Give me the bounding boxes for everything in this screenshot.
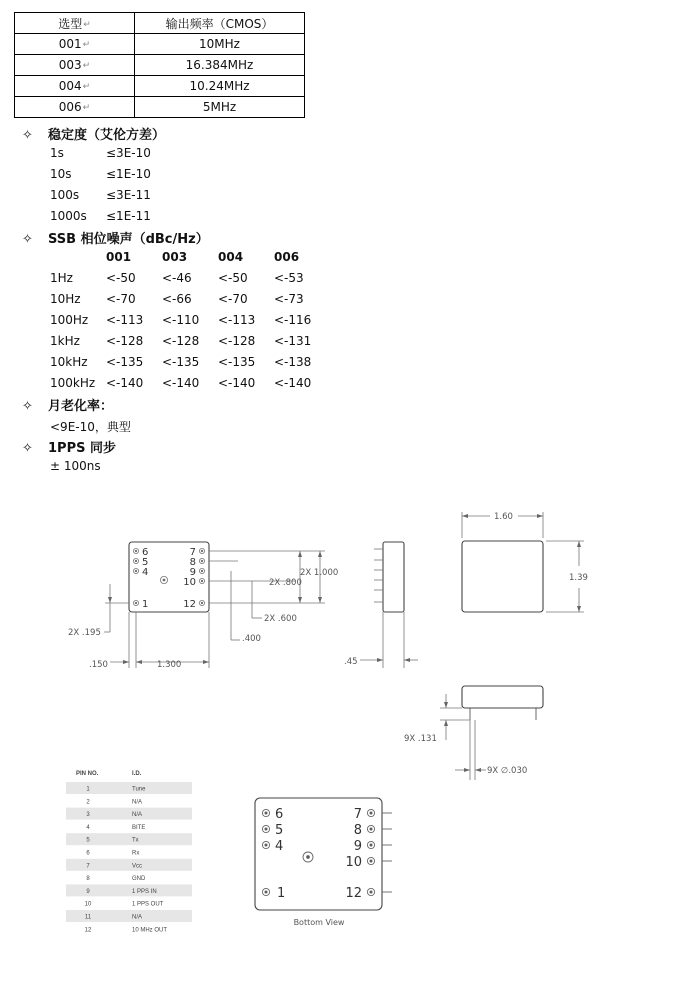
- pin-id: N/A: [132, 914, 143, 921]
- aging-title: ✧ 月老化率：: [22, 399, 114, 414]
- diamond-bullet-icon: ✧: [22, 399, 33, 414]
- pin-id: Rx: [132, 850, 140, 857]
- pin-number: 4: [86, 824, 90, 831]
- pin-number: 12: [84, 927, 92, 934]
- package-outline: [129, 542, 209, 612]
- lead-view-outline: [462, 686, 543, 708]
- pin-label: 7: [189, 547, 196, 558]
- row-stripe: [66, 833, 192, 845]
- dimension-label: 1.60: [494, 512, 513, 522]
- pin-label: 1: [142, 599, 149, 610]
- dimension-label: 1.39: [569, 573, 588, 583]
- pin-label: 10: [183, 577, 196, 588]
- model-cell: 003↵: [15, 55, 135, 76]
- pin-table-row: [66, 833, 192, 845]
- header-frequency: 输出频率（CMOS）: [135, 13, 305, 34]
- pin-label: 9: [353, 839, 362, 854]
- model-cell: 006↵: [15, 97, 135, 118]
- pin-label: 12: [345, 886, 362, 901]
- pin-id: N/A: [132, 812, 143, 819]
- pin-id: 1 PPS IN: [132, 888, 157, 895]
- pin-label: 6: [142, 547, 149, 558]
- stability-title: ✧ 稳定度（艾伦方差）: [22, 128, 166, 143]
- dimension-label: 2X .195: [68, 628, 101, 638]
- selection-table: [14, 12, 305, 118]
- dimension-label: 2X .600: [264, 614, 297, 624]
- dimension-label: 9X ∅.030: [487, 766, 528, 776]
- pin-table-row: [85, 927, 168, 933]
- pin-id-header: I.D.: [132, 771, 142, 777]
- table-row: [15, 34, 305, 55]
- bottom-view-drawing: [240, 790, 410, 935]
- pin-label: 5: [142, 557, 149, 568]
- pin-table-row: [66, 808, 192, 820]
- end-view-outline: [462, 541, 543, 612]
- pin-table-row: [66, 910, 192, 922]
- header-model: 选型↵: [15, 13, 135, 34]
- pin-table-row: [66, 884, 192, 896]
- dimension-label: .45: [344, 657, 358, 667]
- pin-number: 3: [86, 812, 90, 819]
- pin-label: 10: [345, 855, 362, 870]
- dimension-label: 2X .800: [269, 578, 302, 588]
- frequency-cell: 5MHz: [135, 97, 305, 118]
- pin-number: 1: [86, 786, 90, 793]
- pin-label: 8: [189, 557, 196, 568]
- selection-table-header: [15, 13, 305, 34]
- row-stripe: [66, 859, 192, 871]
- pin-number: 5: [86, 837, 90, 844]
- pin-label: 4: [275, 839, 284, 854]
- pin-number: 10: [84, 901, 92, 908]
- dimension-label: 1.300: [157, 660, 182, 670]
- row-stripe: [66, 782, 192, 794]
- pin-id: Tx: [132, 837, 139, 844]
- dimension-label: 2X 1.000: [300, 568, 339, 578]
- frequency-cell: 10.24MHz: [135, 76, 305, 97]
- model-cell: 001↵: [15, 34, 135, 55]
- table-row: [15, 97, 305, 118]
- dimension-label: .150: [89, 660, 108, 670]
- pin-number: 2: [86, 799, 90, 806]
- diamond-bullet-icon: ✧: [22, 441, 33, 456]
- pin-table-row: [66, 782, 192, 794]
- pin-id: 10 MHz OUT: [132, 927, 168, 934]
- pin-id: GND: [132, 876, 146, 883]
- pin-table: [60, 764, 200, 939]
- pin-table-row: [86, 825, 145, 831]
- side-view-outline: [383, 542, 404, 612]
- pin-label: 1: [277, 886, 286, 901]
- row-stripe: [66, 884, 192, 896]
- model-cell: 004↵: [15, 76, 135, 97]
- frequency-cell: 16.384MHz: [135, 55, 305, 76]
- pin-id: N/A: [132, 799, 143, 806]
- pin-number: 7: [86, 863, 90, 870]
- dimension-label: 9X .131: [404, 734, 437, 744]
- pin-label: 5: [275, 823, 284, 838]
- diamond-bullet-icon: ✧: [22, 128, 33, 143]
- pin-label: 4: [142, 567, 149, 578]
- table-row: [15, 55, 305, 76]
- pin-id: Tune: [132, 786, 146, 793]
- pin-table-row: [85, 902, 164, 908]
- pin-table-row: [86, 851, 139, 857]
- pin-table-row: [86, 876, 146, 882]
- pin-id: 1 PPS OUT: [132, 901, 164, 908]
- pin-label: 9: [189, 567, 196, 578]
- pin-label: 6: [275, 807, 284, 822]
- pin-no-header: PIN NO.: [76, 771, 99, 777]
- row-stripe: [66, 808, 192, 820]
- bottom-view-label: Bottom View: [293, 918, 345, 927]
- pin-number: 6: [86, 850, 90, 857]
- pin-number: 11: [84, 914, 92, 921]
- pin-label: 12: [183, 599, 196, 610]
- phase-noise-title: ✧ SSB 相位噪声（dBc/Hz）: [22, 232, 209, 247]
- pin-id: BITE: [132, 824, 146, 831]
- frequency-cell: 10MHz: [135, 34, 305, 55]
- pin-table-row: [66, 859, 192, 871]
- pin-table-row: [86, 799, 142, 805]
- dimension-label: .400: [242, 634, 261, 644]
- pin-label: 8: [353, 823, 362, 838]
- diamond-bullet-icon: ✧: [22, 232, 33, 247]
- pin-number: 8: [86, 876, 90, 883]
- pin-number: 9: [86, 888, 90, 895]
- table-row: [15, 76, 305, 97]
- pin-id: Vcc: [132, 863, 143, 870]
- pin-label: 7: [353, 807, 362, 822]
- mechanical-drawing: [0, 490, 691, 790]
- pps-title: ✧ 1PPS 同步: [22, 441, 116, 456]
